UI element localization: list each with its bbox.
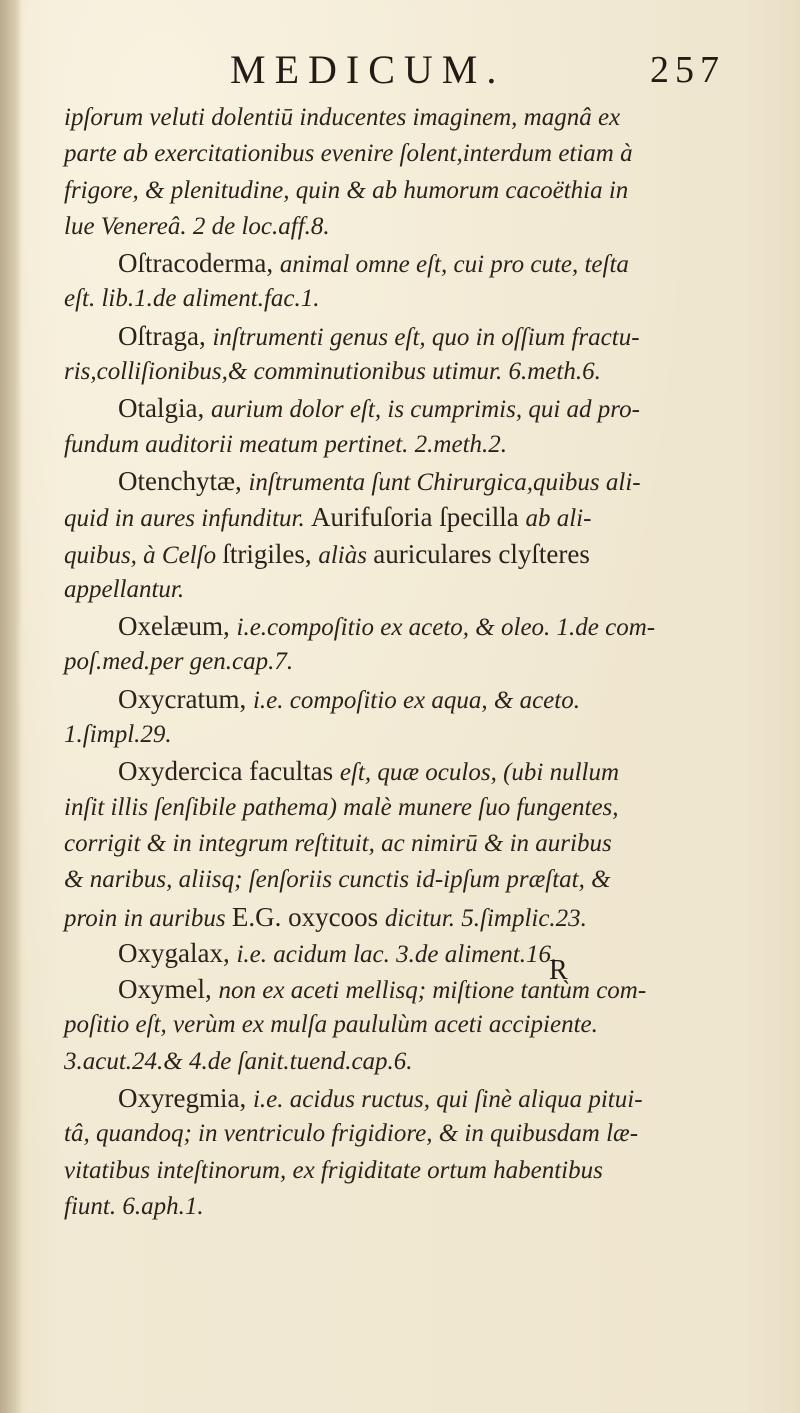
text-line — [64, 862, 744, 898]
entry-text: proin in auribus — [64, 904, 232, 932]
entry-text: & naribus, aliisq; ſenſoriis cunctis id-ipſum præſtat, & — [64, 866, 611, 894]
entry-term: Oxyregmia, — [118, 1083, 253, 1114]
entry-term: ſtrigiles, — [222, 538, 319, 569]
page-gutter-shadow — [0, 0, 22, 1413]
entry-text: ris,colliſionibus,& comminutionibus utimur. 6.meth.6. — [64, 358, 601, 386]
text-line — [64, 717, 744, 753]
text-line — [64, 390, 744, 426]
entry-text: fiunt. 6.aph.1. — [64, 1192, 204, 1220]
entry-text: lue Venereâ. 2 de loc.aff.8. — [64, 212, 330, 240]
entry-text: quibus, à Celſo — [64, 541, 223, 569]
entry-term: oxycoos — [288, 901, 385, 932]
entry-text: aurium dolor eſt, is cumprimis, qui ad pro- — [210, 396, 640, 424]
text-line — [64, 536, 744, 572]
text-line — [64, 1116, 744, 1152]
entry-text: vitatibus inteſtinorum, ex frigiditate ortum habentibus — [64, 1156, 603, 1184]
entry-text: frigore, & plenitudine, quin & ab humorum cacoëthia in — [64, 176, 629, 204]
entry-text: i.e. acidum lac. 3.de aliment.16. — [236, 940, 558, 968]
entry-text: aliàs — [318, 541, 374, 569]
text-line — [64, 499, 744, 535]
entry-text: eſt, quæ oculos, (ubi nullum — [339, 759, 620, 787]
catchword: R — [549, 955, 568, 986]
text-line — [64, 209, 744, 245]
entry-term: E.G. — [231, 901, 282, 932]
text-line — [64, 354, 744, 390]
text-line — [64, 644, 744, 680]
text-line — [64, 245, 744, 281]
entry-text: parte ab exercitationibus evenire ſolent,interdum etiam à — [64, 140, 633, 168]
entry-term: Oſtracoderma, — [118, 248, 280, 279]
entry-text: inſit illis ſenſibile pathema) malè munere ſuo fungentes, — [64, 793, 619, 821]
text-line — [64, 136, 744, 172]
entry-text: poſitio eſt, verùm ex mulſa paululùm aceti accipiente. — [64, 1011, 598, 1039]
entry-text: animal omne eſt, cui pro cute, teſta — [279, 251, 629, 279]
entry-text: 1.ſimpl.29. — [64, 721, 172, 749]
entry-text: 3.acut.24.& 4.de ſanit.tuend.cap.6. — [64, 1047, 413, 1075]
entry-term: Aurifuſoria ſpecilla — [311, 502, 526, 533]
entry-text: i.e.compoſitio ex aceto, & oleo. 1.de com- — [236, 614, 656, 642]
text-line — [64, 1007, 744, 1043]
entry-text: dicitur. 5.ſimplic.23. — [384, 904, 587, 932]
page-number: 257 — [650, 49, 725, 91]
entry-text: fundum auditorii meatum pertinet. 2.meth.2. — [64, 430, 508, 458]
entry-text: quid in aures infunditur. — [64, 505, 312, 533]
text-line — [64, 899, 744, 935]
text-line — [64, 935, 744, 971]
text-line — [64, 281, 744, 317]
text-line — [64, 100, 744, 136]
entry-text: inſtrumenta ſunt Chirurgica,quibus ali- — [248, 468, 641, 496]
entry-text: appellantur. — [64, 575, 185, 603]
entry-term: Oxymel, — [118, 974, 219, 1005]
entry-term: Otalgia, — [118, 393, 211, 424]
entry-text: eſt. lib.1.de aliment.fac.1. — [64, 285, 320, 313]
text-line — [64, 971, 744, 1007]
entry-term: Otenchytæ, — [118, 465, 249, 496]
entry-text: ipſorum veluti dolentiū inducentes imaginem, magnâ ex — [64, 104, 621, 131]
text-line — [64, 681, 744, 717]
entry-term: Oxygalax, — [118, 937, 237, 968]
page-header — [0, 46, 800, 96]
text-line — [64, 608, 744, 644]
text-line — [64, 826, 744, 862]
entry-text: tâ, quandoq; in ventriculo frigidiore, & in quibusdam læ- — [64, 1120, 639, 1148]
text-line — [64, 572, 744, 608]
text-line — [64, 1044, 744, 1080]
entry-term: Oſtraga, — [118, 320, 213, 351]
text-line — [64, 427, 744, 463]
running-title: MEDICUM. — [230, 47, 506, 92]
entry-text: non ex aceti mellisq; miſtione tantùm com- — [218, 977, 647, 1005]
entry-term: Oxycratum, — [118, 683, 253, 714]
entry-text: i.e. acidus ructus, qui ſinè aliqua pitui- — [252, 1086, 643, 1114]
entry-term: auriculares clyſteres — [373, 538, 590, 569]
entry-text: corrigit & in integrum reſtituit, ac nimirū & in auribus — [64, 829, 612, 857]
entry-text: poſ.med.per gen.cap.7. — [64, 648, 294, 676]
entry-term: Oxelæum, — [118, 611, 237, 642]
text-line — [64, 463, 744, 499]
entry-term: Oxydercica facultas — [118, 756, 340, 787]
text-line — [64, 173, 744, 209]
body-text — [64, 100, 744, 1225]
text-line — [64, 1189, 744, 1225]
text-line — [64, 1080, 744, 1116]
entry-text: inſtrumenti genus eſt, quo in oſſium fractu- — [212, 323, 640, 351]
text-line — [64, 318, 744, 354]
entry-text: ab ali- — [525, 505, 592, 533]
text-line — [64, 790, 744, 826]
text-line — [64, 1153, 744, 1189]
text-line — [64, 753, 744, 789]
entry-text: i.e. compoſitio ex aqua, & aceto. — [252, 686, 580, 714]
